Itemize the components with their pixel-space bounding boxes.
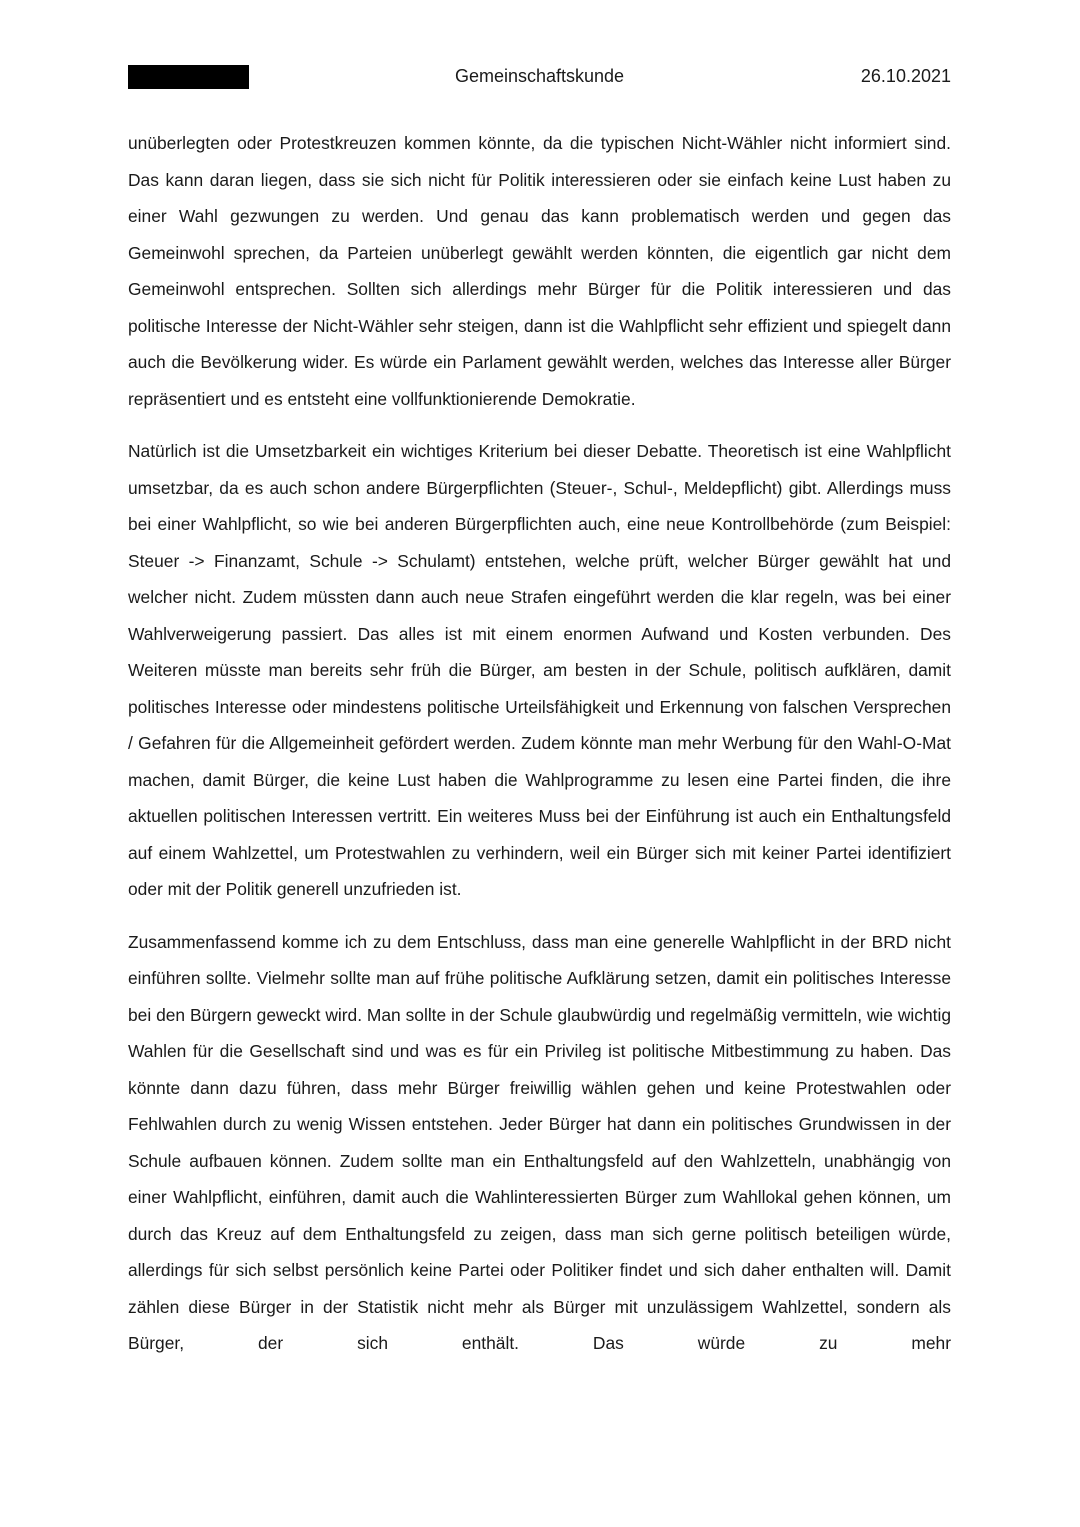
page-header xyxy=(128,63,951,91)
paragraph-1: unüberlegten oder Protestkreuzen kommen könnte, da die typischen Nicht-Wähler nicht informiert sind. Das kann daran liegen, dass sie sich nicht für Politik interessieren oder sie einfach keine Lust haben zu einer Wahl gezwungen zu werden. Und genau das kann problematisch werden und gegen das Gemeinwohl sprechen, da Parteien unüberlegt gewählt werden könnten, die eigentlich gar nicht dem Gemeinwohl entsprechen. Sollten sich allerdings mehr Bürger für die Politik interessieren und das politische Interesse der Nicht-Wähler sehr steigen, dann ist die Wahlpflicht sehr effizient und spiegelt dann auch die Bevölkerung wider. Es würde ein Parlament gewählt werden, welches das Interesse aller Bürger repräsentiert und es entsteht eine vollfunktionierende Demokratie. xyxy=(128,133,951,409)
header-subject-title: Gemeinschaftskunde xyxy=(454,66,625,86)
body-text xyxy=(128,125,951,1378)
paragraph-2: Natürlich ist die Umsetzbarkeit ein wichtiges Kriterium bei dieser Debatte. Theoretisch ist eine Wahlpflicht umsetzbar, da es auch schon andere Bürgerpflichten (Steuer-, Schul-, Meldepflicht) gibt. Allerdings muss bei einer Wahlpflicht, so wie bei anderen Bürgerpflichten auch, eine neue Kontrollbehörde (zum Beispiel: Steuer -> Finanzamt, Schule -> Schulamt) entstehen, welche prüft, welcher Bürger gewählt hat und welcher nicht. Zudem müssten dann auch neue Strafen eingeführt werden die klar regeln, was bei einer Wahlverweigerung passiert. Das alles ist mit einem enormen Aufwand und Kosten verbunden. Des Weiteren müsste man bereits sehr früh die Bürger, am besten in der Schule, politisch aufklären, damit politisches Interesse oder mindestens politische Urteilsfähigkeit und Erkennung von falschen Versprechen / Gefahren für die Allgemeinheit gefördert werden. Zudem könnte man mehr Werbung für den Wahl-O-Mat machen, damit Bürger, die keine Lust haben die Wahlprogramme zu lesen eine Partei finden, die ihre aktuellen politischen Interessen vertritt. Ein weiteres Muss bei der Einführung ist auch ein Enthaltungsfeld auf einem Wahlzettel, um Protestwahlen zu verhindern, weil ein Bürger sich mit keiner Partei identifiziert oder mit der Politik generell unzufrieden ist. xyxy=(128,441,951,899)
paragraph-3: Zusammenfassend komme ich zu dem Entschluss, dass man eine generelle Wahlpflicht in der BRD nicht einführen sollte. Vielmehr sollte man auf frühe politische Aufklärung setzen, damit ein politisches Interesse bei den Bürgern geweckt wird. Man sollte in der Schule glaubwürdig und regelmäßig vermitteln, wie wichtig Wahlen für die Gesellschaft sind und was es für ein Privileg ist politische Mitbestimmung zu haben. Das könnte dann dazu führen, dass mehr Bürger freiwillig wählen gehen und keine Protestwahlen oder Fehlwahlen durch zu wenig Wissen entstehen. Jeder Bürger hat dann ein politisches Grundwissen in der Schule aufbauen können. Zudem sollte man ein Enthaltungsfeld auf den Wahlzetteln, unabhängig von einer Wahlpflicht, einführen, damit auch die Wahlinteressierten Bürger zum Wahllokal gehen können, um durch das Kreuz auf dem Enthaltungsfeld zu zeigen, dass man sich gerne politisch beteiligen würde, allerdings für sich selbst persönlich keine Partei oder Politiker findet und sich daher enthalten will. Damit zählen diese Bürger in der Statistik nicht mehr als Bürger mit unzulässigem Wahlzettel, sondern als Bürger, der sich enthält. Das würde zu mehr xyxy=(128,931,951,1353)
header-date: 26.10.2021 xyxy=(860,66,951,86)
